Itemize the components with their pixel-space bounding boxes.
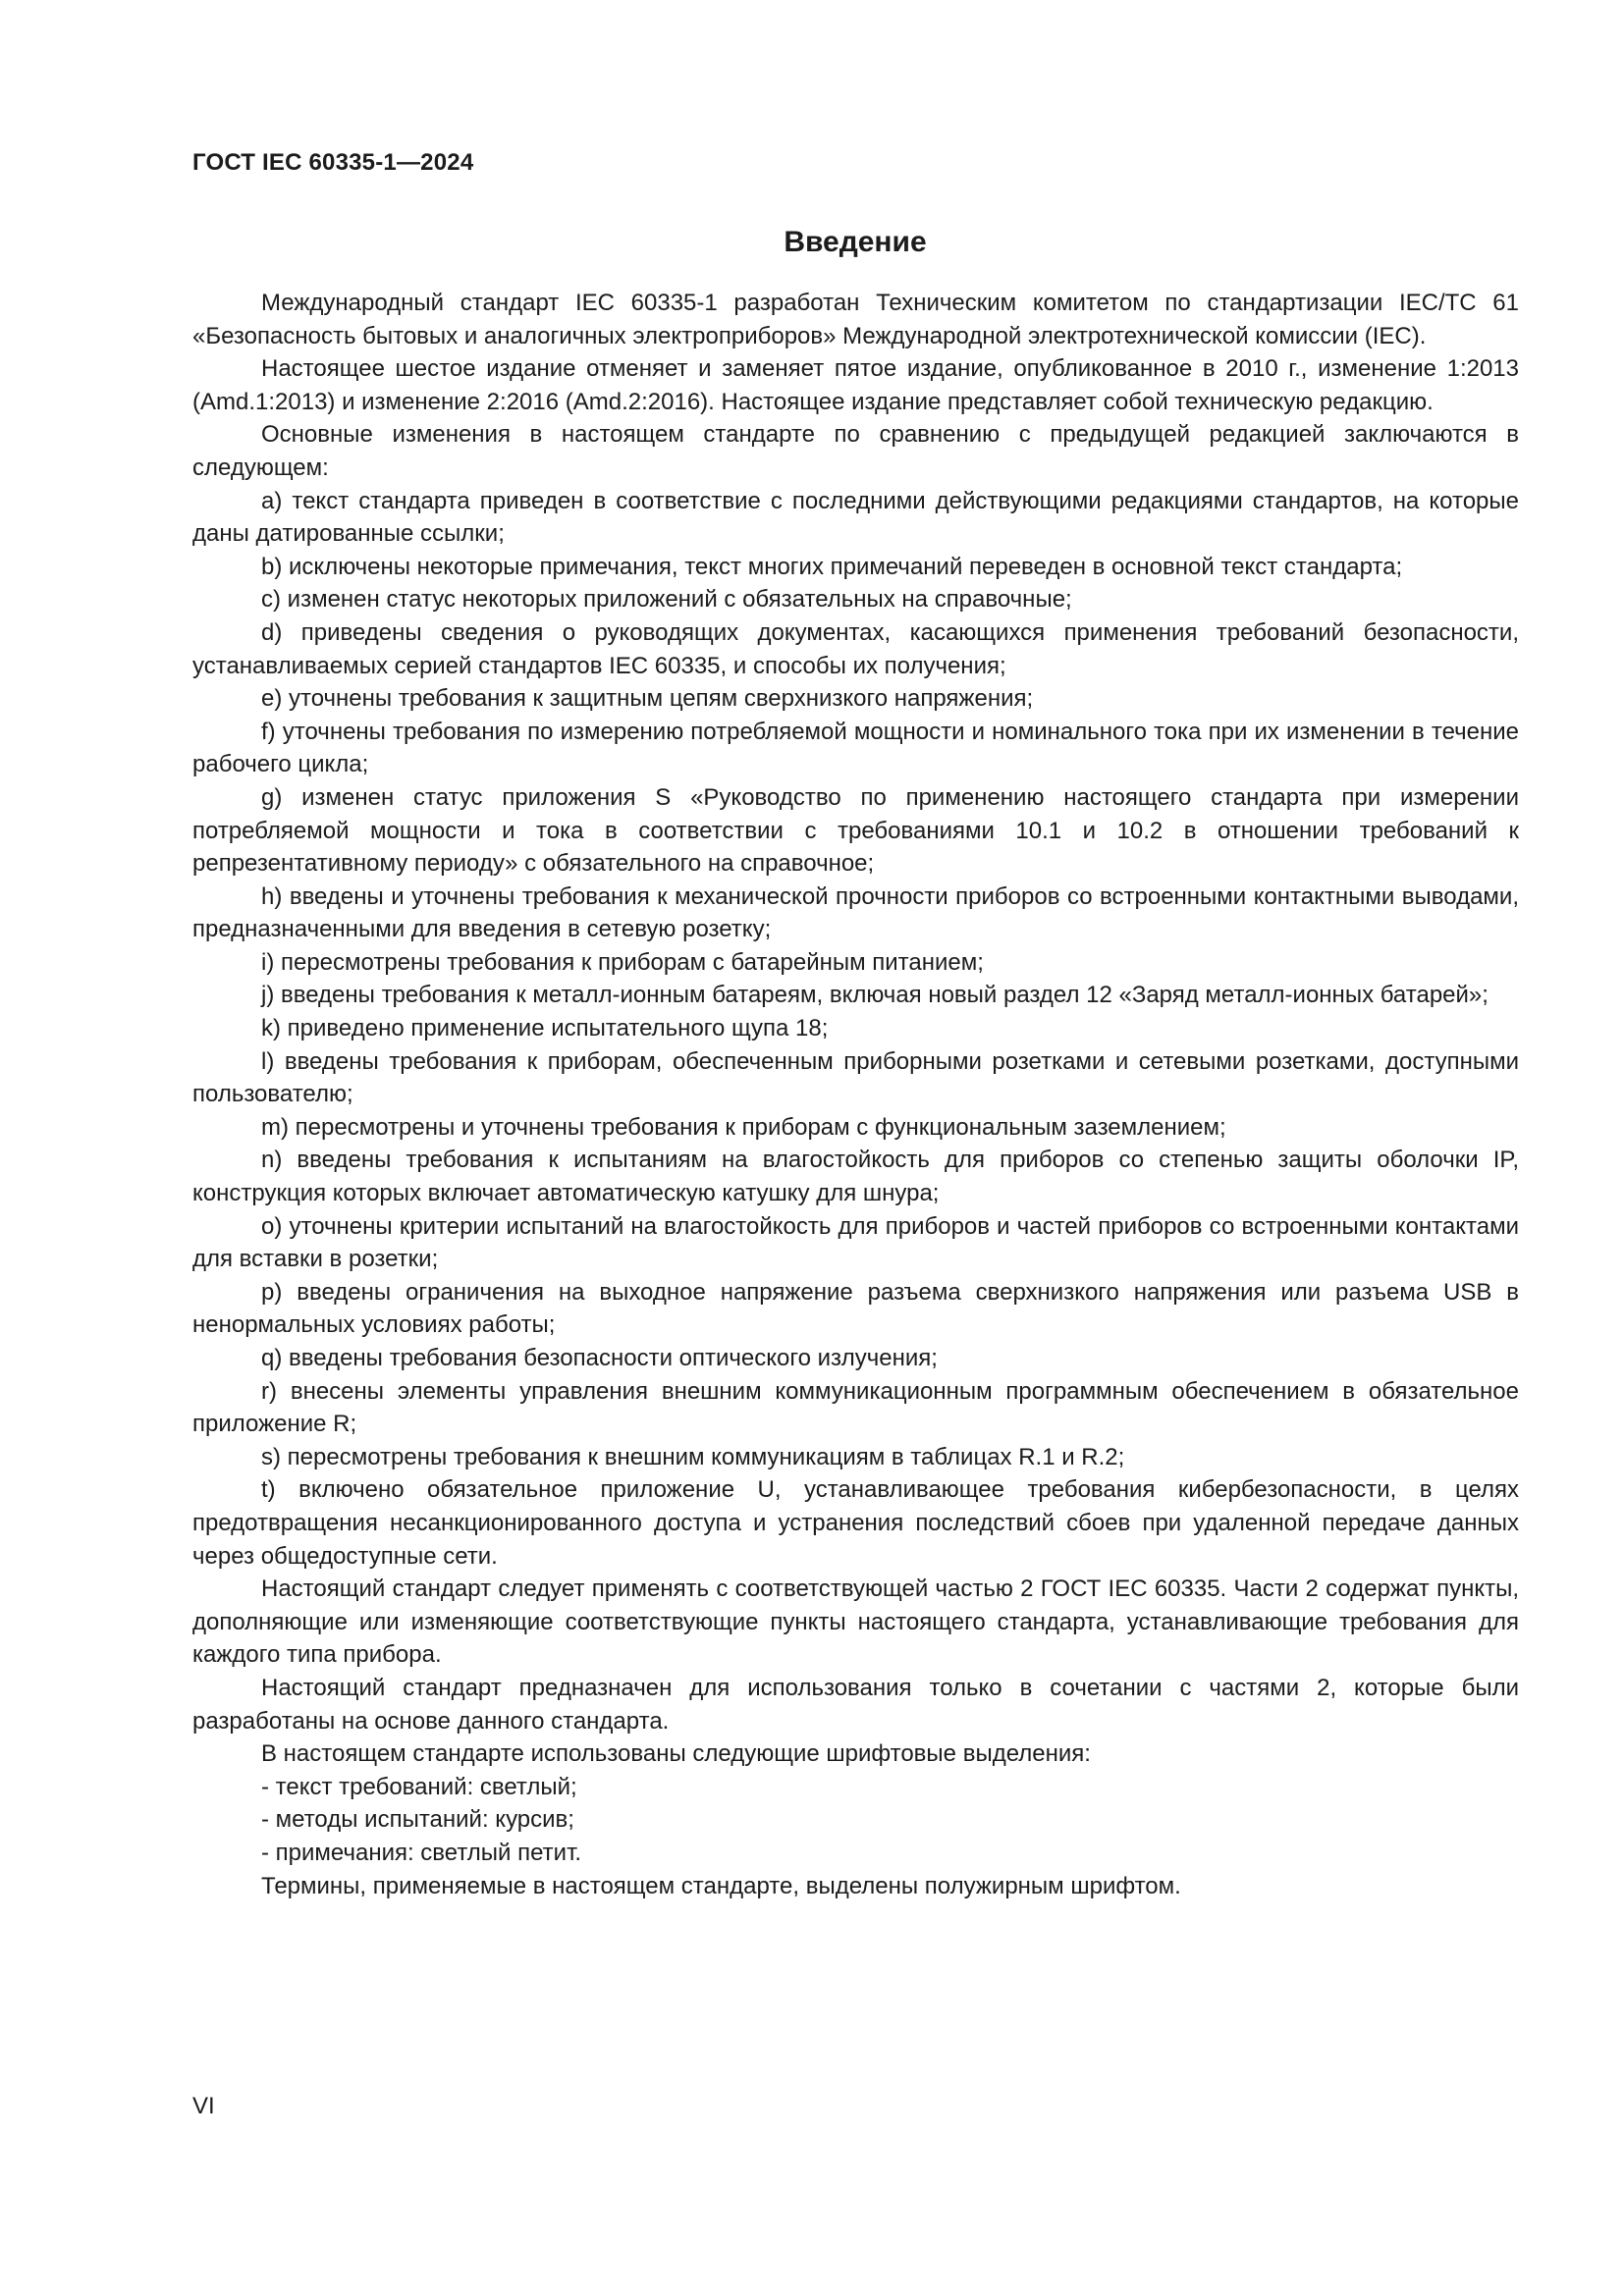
list-item: i) пересмотрены требования к приборам с батарейным питанием; xyxy=(261,948,984,976)
list-item: m) пересмотрены и уточнены требования к приборам с функциональным заземлением; xyxy=(261,1113,1226,1141)
paragraph: Настоящее шестое издание отменяет и заменяет пятое издание, опубликованное в 2010 г., изменение 1:2013 (Amd.1:2013) и изменение 2:2016 (Amd.2:2016). Настоящее издание представляет собой техническую редакцию. xyxy=(192,355,1519,415)
list-item: t) включено обязательное приложение U, устанавливающее требования кибербезопасности, в целях предотвращения несанкционированного доступа и устранения последствий сбоев при удаленной передаче данных через общедоступные сети. xyxy=(192,1476,1519,1570)
list-item: c) изменен статус некоторых приложений с обязательных на справочные; xyxy=(261,586,1072,614)
list-item: - методы испытаний: курсив; xyxy=(261,1806,574,1834)
document-code-header: ГОСТ IEC 60335-1—2024 xyxy=(192,149,474,176)
list-item: f) уточнены требования по измерению потребляемой мощности и номинального тока при их изменении в течение рабочего цикла; xyxy=(192,718,1519,778)
list-item: g) изменен статус приложения S «Руководство по применению настоящего стандарта при измерении потребляемой мощности и тока в соответствии с требованиями 10.1 и 10.2 в отношении требований к репрезентативному периоду» с обязательного на справочное; xyxy=(192,783,1519,878)
page-number: VI xyxy=(192,2093,215,2119)
list-item: - текст требований: светлый; xyxy=(261,1773,577,1800)
list-item: k) приведено применение испытательного щупа 18; xyxy=(261,1015,829,1042)
list-item: e) уточнены требования к защитным цепям сверхнизкого напряжения; xyxy=(261,685,1034,713)
paragraph: Термины, применяемые в настоящем стандарте, выделены полужирным шрифтом. xyxy=(261,1872,1181,1899)
paragraph: В настоящем стандарте использованы следующие шрифтовые выделения: xyxy=(261,1740,1091,1768)
list-item: o) уточнены критерии испытаний на влагостойкость для приборов и частей приборов со встроенными контактами для вставки в розетки; xyxy=(192,1212,1519,1273)
list-item: h) введены и уточнены требования к механической прочности приборов со встроенными контактными выводами, предназначенными для введения в сетевую розетку; xyxy=(192,882,1519,943)
list-item: b) исключены некоторые примечания, текст многих примечаний переведен в основной текст стандарта; xyxy=(261,553,1403,580)
list-item: n) введены требования к испытаниям на влагостойкость для приборов со степенью защиты оболочки IP, конструкция которых включает автоматическую катушку для шнура; xyxy=(192,1147,1519,1207)
list-item: r) внесены элементы управления внешним коммуникационным программным обеспечением в обязательное приложение R; xyxy=(192,1377,1519,1438)
list-item: d) приведены сведения о руководящих документах, касающихся применения требований безопасности, устанавливаемых серией стандартов IEC 60335, и способы их получения; xyxy=(192,618,1519,679)
paragraph: Основные изменения в настоящем стандарте по сравнению с предыдущей редакцией заключаются в следующем: xyxy=(192,421,1519,481)
paragraph: Настоящий стандарт предназначен для использования только в сочетании с частями 2, которые были разработаны на основе данного стандарта. xyxy=(192,1674,1519,1735)
list-item: j) введены требования к металл-ионным батареям, включая новый раздел 12 «Заряд металл-ионных батарей»; xyxy=(261,982,1489,1009)
list-item: q) введены требования безопасности оптического излучения; xyxy=(261,1345,938,1371)
section-title: Введение xyxy=(784,226,927,258)
list-item: a) текст стандарта приведен в соответствие с последними действующими редакциями стандартов, на которые даны датированные ссылки; xyxy=(192,487,1519,548)
introduction-body xyxy=(192,287,1519,1902)
list-item: - примечания: светлый петит. xyxy=(261,1839,582,1866)
paragraph: Международный стандарт IEC 60335-1 разработан Техническим комитетом по стандартизации IEC/TC 61 «Безопасность бытовых и аналогичных электроприборов» Международной электротехнической комиссии (IEC). xyxy=(192,290,1519,349)
list-item: p) введены ограничения на выходное напряжение разъема сверхнизкого напряжения или разъема USB в ненормальных условиях работы; xyxy=(192,1278,1519,1339)
list-item: s) пересмотрены требования к внешним коммуникациям в таблицах R.1 и R.2; xyxy=(261,1443,1125,1470)
list-item: l) введены требования к приборам, обеспеченным приборными розетками и сетевыми розетками, доступными пользователю; xyxy=(192,1047,1519,1108)
paragraph: Настоящий стандарт следует применять с соответствующей частью 2 ГОСТ IEC 60335. Части 2 содержат пункты, дополняющие или изменяющие соответствующие пункты настоящего стандарта, устанавливающие требования для каждого типа прибора. xyxy=(192,1575,1519,1669)
